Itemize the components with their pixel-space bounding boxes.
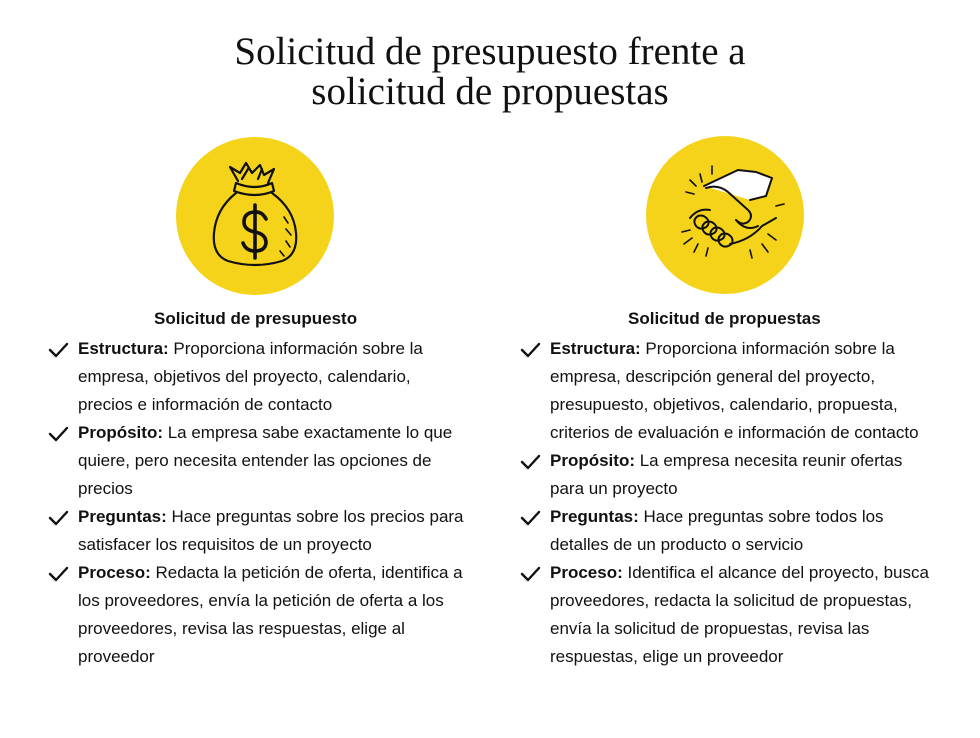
item-label: Propósito: [78, 423, 163, 442]
check-icon [520, 566, 540, 582]
item-label: Estructura: [78, 339, 169, 358]
item-label: Proceso: [550, 563, 623, 582]
rfp-item-preguntas [520, 503, 940, 559]
money-bag-icon-circle [176, 137, 334, 295]
item-text: Identifica el alcance del proyecto, busca proveedores, redacta la solicitud de propuestas, envía la solicitud de propuestas, revisa las respuestas, elige un proveedor [550, 563, 929, 666]
item-text: Hace preguntas sobre todos los detalles de un producto o servicio [550, 507, 884, 554]
rfp-item-proposito [520, 447, 940, 503]
title-line-1: Solicitud de presupuesto frente a [234, 30, 746, 73]
item-text: La empresa necesita reunir ofertas para un proyecto [550, 451, 903, 498]
check-icon [48, 342, 68, 358]
item-text: Proporciona información sobre la empresa, descripción general del proyecto, presupuesto, objetivos, calendario, propuesta, criterios de evaluación e información de contacto [550, 339, 919, 442]
item-text: Proporciona información sobre la empresa, objetivos del proyecto, calendario, precios e información de contacto [78, 339, 423, 414]
item-label: Proceso: [78, 563, 151, 582]
item-text: La empresa sabe exactamente lo que quiere, pero necesita entender las opciones de precios [78, 423, 453, 498]
item-text: Redacta la petición de oferta, identifica a los proveedores, envía la petición de oferta a los proveedores, revisa las respuestas, elige al proveedor [78, 563, 463, 666]
rfp-column [520, 306, 940, 671]
check-icon [48, 566, 68, 582]
rfq-item-preguntas [48, 503, 468, 559]
rfq-item-proposito [48, 419, 468, 503]
rfq-item-estructura [48, 335, 468, 419]
page-title [0, 32, 980, 112]
item-label: Preguntas: [550, 507, 639, 526]
check-icon [520, 510, 540, 526]
check-icon [520, 342, 540, 358]
item-text: Hace preguntas sobre los precios para satisfacer los requisitos de un proyecto [78, 507, 464, 554]
rfp-heading: Solicitud de propuestas [628, 309, 821, 328]
check-icon [520, 454, 540, 470]
handshake-icon-circle [646, 136, 804, 294]
item-label: Estructura: [550, 339, 641, 358]
title-line-2: solicitud de propuestas [311, 70, 669, 113]
item-label: Propósito: [550, 451, 635, 470]
item-label: Preguntas: [78, 507, 167, 526]
handshake-icon [646, 136, 804, 294]
rfq-heading: Solicitud de presupuesto [154, 309, 358, 328]
rfp-item-proceso [520, 559, 940, 671]
money-bag-dollar-icon [176, 137, 334, 295]
check-icon [48, 426, 68, 442]
rfp-item-estructura [520, 335, 940, 447]
check-icon [48, 510, 68, 526]
rfq-item-proceso [48, 559, 468, 671]
rfq-column [48, 306, 468, 671]
